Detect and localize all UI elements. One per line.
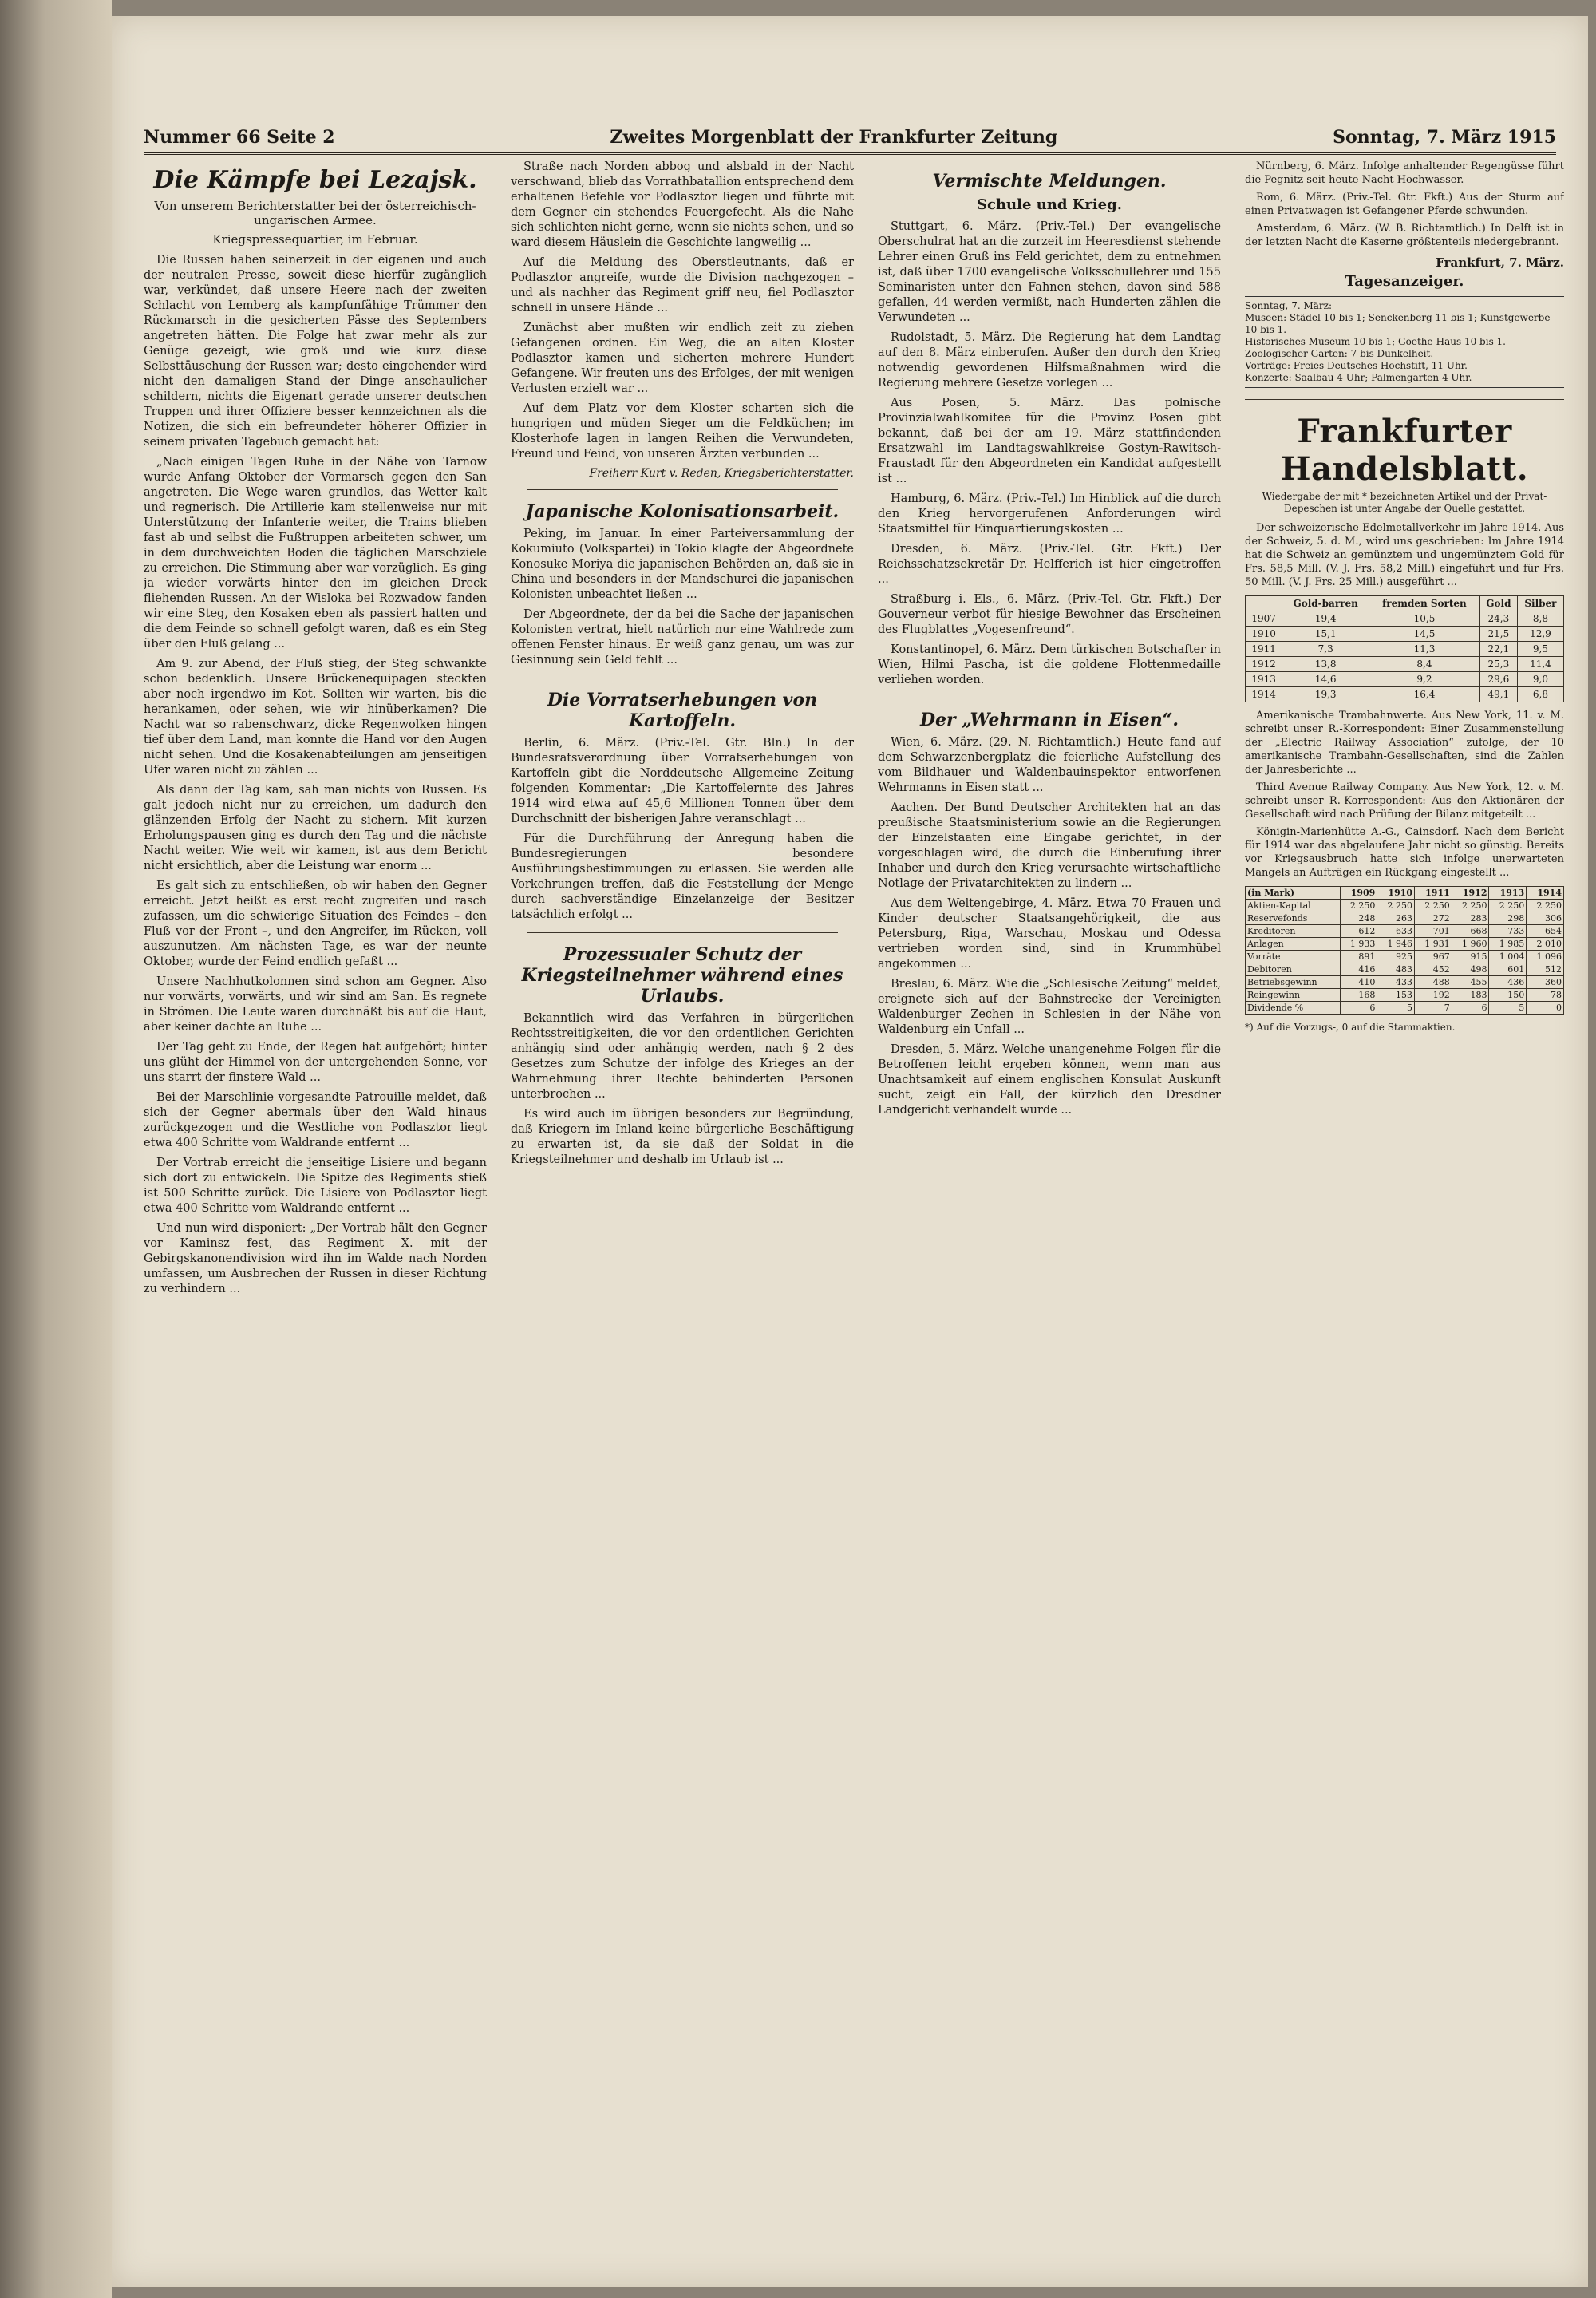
article-paragraph: Peking, im Januar. In einer Parteiversammlung der Kokumiuto (Volkspartei) in Tokio klagte der Abgeordnete Konosuke Moriya die japanischen Behörden an, daß sie in China und besonders in der Mandschurei die japanischen Kolonisten unbeachtet ließen ... [511,528,854,601]
bank-table-cell: 29,6 [1479,672,1517,687]
finance-item: Amerikanische Trambahnwerte. Aus New York, 11. v. M. schreibt unser R.-Korrespondent: Einer Zusammenstellung der „Electric Railway Association“ zufolge, der 10 amerikanische Trambahn-Gesellschaften, sind die Zahlen der Jahresberichte ... [1245,710,1564,776]
finance-table-header: 1914 [1527,887,1564,900]
finance-table-cell: 78 [1527,989,1564,1002]
bank-table-cell: 1907 [1246,611,1282,627]
bank-table-cell: 9,2 [1369,672,1480,687]
article-title-lezajsk: Die Kämpfe bei Lezajsk. [153,166,477,194]
bank-table-cell: 11,3 [1369,642,1480,657]
divider [527,932,838,933]
finance-table-row [1246,963,1564,976]
bank-table-cell: 14,6 [1282,672,1369,687]
agenda-line: Konzerte: Saalbau 4 Uhr; Palmengarten 4 Uhr. [1245,372,1472,383]
bank-table-header: Gold-barren [1282,596,1369,611]
finance-table-header: 1911 [1415,887,1452,900]
finance-table-cell: 1 096 [1527,951,1564,963]
finance-table-cell: 248 [1340,912,1377,925]
finance-table-body [1246,900,1564,1015]
finance-table-header: 1909 [1340,887,1377,900]
finance-table-cell: 1 931 [1415,938,1452,951]
bank-table-cell: 9,0 [1517,672,1563,687]
finance-table-cell: 452 [1415,963,1452,976]
book-binding-edge [0,0,112,2298]
finance-item: Der schweizerische Edelmetallverkehr im Jahre 1914. Aus der Schweiz, 5. d. M., wird uns geschrieben: Im Jahre 1914 hat die Schweiz an gemünztem und ungemünztem Gold für Frs. 58,5 Mill. (V. J. Frs. 58,2 Mill.) eingeführt und für Frs. 50 Mill. (V. J. Frs. 25 Mill.) ausgeführt ... [1245,522,1564,588]
news-item: Konstantinopel, 6. März. Dem türkischen Botschafter in Wien, Hilmi Pascha, ist die goldene Flottenmedaille verliehen worden. [878,643,1221,686]
finance-table-cell: 488 [1415,976,1452,989]
column-2 [511,160,854,2263]
bank-table-cell: 7,3 [1282,642,1369,657]
finance-table-header: (in Mark) [1246,887,1341,900]
finance-table-cell: 654 [1527,925,1564,938]
finance-table-cell: Kreditoren [1246,925,1341,938]
finance-table-cell: 298 [1489,912,1527,925]
finance-item: Third Avenue Railway Company. Aus New York, 12. v. M. schreibt unser R.-Korrespondent: Aus den Aktionären der Gesellschaft wird nach Prüfung der Bilanz mitgeteilt ... [1245,781,1564,821]
finance-table-cell: 498 [1452,963,1489,976]
finance-table-cell: 1 933 [1340,938,1377,951]
divider [1245,398,1564,400]
article-paragraph: Und nun wird disponiert: „Der Vortrab hält den Gegner vor Kaminsz fest, das Regiment X. mit der Gebirgskanonendivision wird ihn im Walde nach Norden umfassen, um Ausbrechen der Russen in dieser Richtung zu verhindern ... [144,1222,487,1295]
bank-table-cell: 6,8 [1517,687,1563,702]
finance-table-cell: 183 [1452,989,1489,1002]
finance-table-cell: 5 [1377,1002,1415,1015]
news-item: Aus Posen, 5. März. Das polnische Provinzialwahlkomitee für die Provinz Posen gibt bekannt, daß bei der am 19. März stattfindenden Ersatzwahl im Landtagswahlkreise Gostyn-Rawitsch-Fraustadt für den Abgeordneten ein Kandidat aufgestellt ist ... [878,397,1221,485]
finance-table-cell: 733 [1489,925,1527,938]
news-item: Aus dem Weltengebirge, 4. März. Etwa 70 Frauen und Kinder deutscher Staatsangehörigkeit, die aus Petersburg, Riga, Warschau, Moskau und Odessa vertrieben worden sind, sind in Krummhübel angekommen ... [878,897,1221,971]
bank-table-cell: 24,3 [1479,611,1517,627]
finance-table-cell: 483 [1377,963,1415,976]
section-subtitle-school: Schule und Krieg. [977,196,1122,213]
bank-table-cell: 49,1 [1479,687,1517,702]
column-3 [878,160,1221,2263]
agenda-line: Museen: Städel 10 bis 1; Senckenberg 11 bis 1; Kunstgewerbe 10 bis 1. [1245,312,1551,335]
column-1 [144,160,487,2263]
bank-table-cell: 1910 [1246,627,1282,642]
bank-table-cell: 1912 [1246,657,1282,672]
bank-table-cell: 19,3 [1282,687,1369,702]
brief-item: Rom, 6. März. (Priv.-Tel. Gtr. Fkft.) Aus der Sturm auf einen Privatwagen ist Gefangener Pferde schwunden. [1245,192,1564,217]
article-paragraph: Bekanntlich wird das Verfahren in bürgerlichen Rechtsstreitigkeiten, die vor den ordentlichen Gerichten anhängig sind oder anhängig werden, nach § 2 des Gesetzes zum Schutze der infolge des Krieges an der Wahrnehmung ihrer Rechte behinderten Personen unterbrochen ... [511,1012,854,1101]
finance-table-row [1246,938,1564,951]
finance-table [1245,886,1564,1015]
finance-table-cell: 272 [1415,912,1452,925]
finance-table-cell: 1 960 [1452,938,1489,951]
news-item: Stuttgart, 6. März. (Priv.-Tel.) Der evangelische Oberschulrat hat an die zurzeit im Heeresdienst stehende Lehrer einen Gruß ins Feld gerichtet, dem zu entnehmen ist, daß über 1700 evangelische Volksschullehrer und 155 Seminaristen unter den Fahnen stehen, davon sind 588 gefallen, 44 werden vermißt, nach Hunderten zählen die Verwundeten ... [878,220,1221,324]
masthead [144,108,1556,155]
bank-table-row [1246,687,1564,702]
finance-table-cell: 455 [1452,976,1489,989]
bank-table-cell: 22,1 [1479,642,1517,657]
bank-table-row [1246,642,1564,657]
masthead-center: Zweites Morgenblatt der Frankfurter Zeitung [610,127,1058,148]
bank-table-header: Silber [1517,596,1563,611]
finance-table-cell: 263 [1377,912,1415,925]
finance-table-cell: 512 [1527,963,1564,976]
article-paragraph: Auf die Meldung des Oberstleutnants, daß er Podlasztor angreife, wurde die Division nachgezogen – und als nachher das Regiment griff neu, fiel Podlasztor schnell in unsere Hände ... [511,256,854,314]
bank-table-header: Gold [1479,596,1517,611]
finance-table-header: 1913 [1489,887,1527,900]
finance-table-cell: Vorräte [1246,951,1341,963]
finance-table-header-row [1246,887,1564,900]
finance-table-header: 1910 [1377,887,1415,900]
agenda-line: Historisches Museum 10 bis 1; Goethe-Haus 10 bis 1. [1245,336,1506,347]
finance-table-row [1246,951,1564,963]
section-title-misc: Vermischte Meldungen. [932,171,1167,192]
news-item: Rudolstadt, 5. März. Die Regierung hat dem Landtag auf den 8. März einberufen. Außer den durch den Krieg notwendig gewordenen Hilfsmaßnahmen wird die Regierung mehrere Gesetze vorlegen ... [878,331,1221,390]
bank-table-cell: 1914 [1246,687,1282,702]
agenda-line: Sonntag, 7. März: [1245,300,1332,311]
finance-table-cell: 433 [1377,976,1415,989]
finance-table-cell: 633 [1377,925,1415,938]
bank-table-header: fremden Sorten [1369,596,1480,611]
finance-table-cell: 7 [1415,1002,1452,1015]
finance-table-row [1246,925,1564,938]
newspaper-page [112,16,1588,2287]
bank-table-cell: 19,4 [1282,611,1369,627]
article-paragraph: Berlin, 6. März. (Priv.-Tel. Gtr. Bln.) In der Bundesratsverordnung über Vorratserhebungen von Kartoffeln gibt die Norddeutsche Allgemeine Zeitung folgenden Kommentar: „Die Kartoffelernte des Jahres 1914 wird etwa auf 45,6 Millionen Tonnen über dem Durchschnitt der bisherigen Jahre veranschlagt ... [511,737,854,825]
masthead-right: Sonntag, 7. März 1915 [1333,127,1556,148]
finance-table-cell: 150 [1489,989,1527,1002]
finance-table-row [1246,912,1564,925]
columns [144,160,1564,2263]
news-item: Wien, 6. März. (29. N. Richtamtlich.) Heute fand auf dem Schwarzenbergplatz die feierliche Aufstellung des vom Bildhauer und Waldenbauinspektor entworfenen Wehrmanns in Eisen statt ... [878,736,1221,794]
finance-table-cell: Reingewinn [1246,989,1341,1002]
finance-table-cell: 2 250 [1415,900,1452,912]
column-4 [1245,160,1564,2263]
finance-table-cell: 6 [1340,1002,1377,1015]
article-signature: Freiherr Kurt v. Reden, Kriegsberichterstatter. [589,467,854,480]
bank-table-cell: 15,1 [1282,627,1369,642]
finance-table-cell: 891 [1340,951,1377,963]
finance-table-cell: 1 004 [1489,951,1527,963]
bank-table-row [1246,657,1564,672]
bank-table [1245,595,1564,702]
bank-table-cell: 12,9 [1517,627,1563,642]
finance-table-cell: 967 [1415,951,1452,963]
article-paragraph: Für die Durchführung der Anregung haben die Bundesregierungen besondere Ausführungsbestimmungen zu erlassen. Sie werden alle Vorkehrungen treffen, daß die Feststellung der Menge durch sachverständige Einzelanzeige der Besitzer tatsächlich erfolgt ... [511,833,854,921]
article-title-wehrmann: Der „Wehrmann in Eisen“. [919,710,1179,730]
agenda-line: Vorträge: Freies Deutsches Hochstift, 11 Uhr. [1245,360,1468,371]
bank-table-cell: 9,5 [1517,642,1563,657]
bank-table-cell: 14,5 [1369,627,1480,642]
bank-table-cell: 1911 [1246,642,1282,657]
finance-table-cell: 283 [1452,912,1489,925]
finance-table-row [1246,989,1564,1002]
footnote: *) Auf die Vorzugs-, 0 auf die Stammaktien. [1245,1022,1456,1033]
article-paragraph: Es galt sich zu entschließen, ob wir haben den Gegner erreicht. Jetzt heißt es erst recht zugreifen und rasch zufassen, um die schwierige Situation des Feindes – den Fluß vor der Front –, und den Angreifer, im Rücken, voll auszunutzen. Am nächsten Tage, es war der neunte Oktober, wurde der Feind endlich gefaßt ... [144,880,487,968]
finance-table-cell: 0 [1527,1002,1564,1015]
article-paragraph: Die Russen haben seinerzeit in der eigenen und auch der neutralen Presse, soweit diese hierfür zugänglich war, verkündet, daß unsere Heere nach der zweiten Schlacht von Lemberg als kampfunfähige Trümmer den Rückmarsch in die gesicherten Pässe des Septembers angetreten hätten. Die Folge hat zwar mehr als zur Genüge gezeigt, wie groß und wie kurz diese Selbsttäuschung der Russen war; desto eingehender wird nicht den damaligen Stand der Dinge anschaulicher schildern, nichts die Eigenart gerade unserer deutschen Truppen und ihrer Offiziere besser kennzeichnen als die Notizen, die sich ein befreundeter höherer Offizier in seinem privaten Tagebuch gemacht hat: [144,254,487,449]
article-paragraph: Der Abgeordnete, der da bei die Sache der japanischen Kolonisten vertrat, hielt natürlich nur eine Wahlrede zum offenen Fenster hinaus. Er weiß ganz genau, um was zur Gesinnung sein Geld fehlt ... [511,608,854,666]
finance-item: Königin-Marienhütte A.-G., Cainsdorf. Nach dem Bericht für 1914 war das abgelaufene Jahr nicht so günstig. Bereits vor Kriegsausbruch hatte sich infolge unerwarteten Mangels an Aufträgen ein Rückgang eingestellt ... [1245,826,1564,879]
bank-table-row [1246,611,1564,627]
bank-table-cell: 21,5 [1479,627,1517,642]
article-paragraph: Straße nach Norden abbog und alsbald in der Nacht verschwand, blieb das Vorrathbatallion entsprechend dem erhaltenen Befehle vor Podlasztor liegen und führte mit dem Gegner ein stehendes Feuergefecht. Als die Nahe sich schlichten nicht gerne, wenn sie nichts sehen, und so ward diesem Häuslein die Geschichte langweilig ... [511,160,854,249]
finance-table-cell: 701 [1415,925,1452,938]
news-item: Hamburg, 6. März. (Priv.-Tel.) Im Hinblick auf die durch den Krieg hervorgerufenen Anforderungen wird Staatsmittel für Einquartierungskosten ... [878,492,1221,536]
finance-table-header: 1912 [1452,887,1489,900]
finance-table-cell: 5 [1489,1002,1527,1015]
finance-table-cell: Anlagen [1246,938,1341,951]
bank-table-cell: 11,4 [1517,657,1563,672]
news-item: Straßburg i. Els., 6. März. (Priv.-Tel. Gtr. Fkft.) Der Gouverneur verbot für hiesige Bewohner das Erscheinen des Flugblattes „Vogesenfreund“. [878,593,1221,636]
divider [527,489,838,490]
article-paragraph: Unsere Nachhutkolonnen sind schon am Gegner. Also nur vorwärts, vorwärts, und wir sind am San. Es regnete in Strömen. Die Leute waren durchnäßt bis auf die Haut, aber keiner dachte an Ruhe ... [144,975,487,1034]
finance-table-cell: 416 [1340,963,1377,976]
finance-table-cell: 2 010 [1527,938,1564,951]
bank-table-body [1246,611,1564,702]
finance-table-cell: 2 250 [1489,900,1527,912]
article-paragraph: Zunächst aber mußten wir endlich zeit zu ziehen Gefangenen ordnen. Ein Weg, die an alten Kloster Podlasztor kamen und sicherten mehrere Hundert Gefangene. Wir freuten uns des Erfolges, der mit wenigen Verlusten erzielt war ... [511,322,854,395]
article-title-japan: Japanische Kolonisationsarbeit. [525,501,839,522]
finance-table-cell: 925 [1377,951,1415,963]
finance-table-cell: 360 [1527,976,1564,989]
finance-table-cell: 410 [1340,976,1377,989]
bank-table-cell: 10,5 [1369,611,1480,627]
finance-table-cell: 2 250 [1377,900,1415,912]
finance-table-row [1246,900,1564,912]
article-paragraph: Es wird auch im übrigen besonders zur Begründung, daß Kriegern im Inland keine bürgerliche Beschäftigung zu erwarten ist, da sie daß der Soldat in die Kriegsteilnehmer und deshalb im Urlaub ist ... [511,1108,854,1166]
finance-table-cell: 153 [1377,989,1415,1002]
finance-table-cell: 612 [1340,925,1377,938]
article-title-potatoes: Die Vorratserhebungen von Kartoffeln. [547,690,818,731]
article-paragraph: Als dann der Tag kam, sah man nichts von Russen. Es galt jedoch nicht nur zu erreichen, um dadurch den glänzenden Erfolg der Nacht zu sichern. Mit kurzen Erholungspausen ging es durch den Tag und die nächste Nacht weiter. Wie weit wir kamen, ist aus dem Bericht nicht ersichtlich, aber die Leistung war enorm ... [144,784,487,872]
bank-table-cell: 1913 [1246,672,1282,687]
finance-table-cell: 2 250 [1527,900,1564,912]
finance-table-cell: 168 [1340,989,1377,1002]
bank-table-cell: 8,8 [1517,611,1563,627]
agenda-title: Tagesanzeiger. [1345,273,1464,290]
article-paragraph: Auf dem Platz vor dem Kloster scharten sich die hungrigen und müden Sieger um die Feldküchen; im Klosterhofe lagen in langen Reihen die Verwundeten, Freund und Feind, von unseren Ärzten verbunden ... [511,402,854,461]
finance-table-cell: Dividende % [1246,1002,1341,1015]
news-item: Breslau, 6. März. Wie die „Schlesische Zeitung“ meldet, ereignete sich auf der Bahnstrecke der Vereinigten Waldenburger Zechen in Schlesien in der Nähe von Waldenburg ein Unfall ... [878,978,1221,1036]
bank-table-cell: 8,4 [1369,657,1480,672]
finance-table-cell: 1 946 [1377,938,1415,951]
bank-table-cell: 13,8 [1282,657,1369,672]
news-item: Aachen. Der Bund Deutscher Architekten hat an das preußische Staatsministerium sowie an die Regierungen der Einzelstaaten eine Eingabe gerichtet, in der vorgeschlagen wird, die durch die Einberufung ihrer Inhaber und durch den Krieg verursachte wirtschaftliche Notlage der Privatarchitekten zu lindern ... [878,801,1221,890]
article-paragraph: Bei der Marschlinie vorgesandte Patrouille meldet, daß sich der Gegner abermals über den Wald hinaus zurückgezogen und die Westliche von Podlasztor liegt etwa 400 Schritte vom Waldrande entfernt ... [144,1091,487,1149]
finance-table-cell: 915 [1452,951,1489,963]
finance-table-cell: 436 [1489,976,1527,989]
handelsblatt-title: Frankfurter Handelsblatt. [1280,413,1529,488]
agenda-box [1245,296,1564,388]
bank-table-cell: 25,3 [1479,657,1517,672]
finance-table-cell: Debitoren [1246,963,1341,976]
news-item: Dresden, 5. März. Welche unangenehme Folgen für die Betroffenen leicht ergeben können, wenn man aus Unachtsamkeit auf einem englischen Konsulat Auskunft sucht, zeigt ein Fall, der kürzlich den Dresdner Landgericht verhandelt wurde ... [878,1043,1221,1117]
finance-table-cell: Reservefonds [1246,912,1341,925]
finance-table-cell: 192 [1415,989,1452,1002]
finance-table-cell: 601 [1489,963,1527,976]
finance-table-cell: 2 250 [1340,900,1377,912]
article-paragraph: Der Vortrab erreicht die jenseitige Lisiere und begann sich dort zu entwickeln. Die Spitze des Regiments stieß ist 500 Schritte zurück. Die Lisiere von Podlasztor liegt etwa 400 Schritte vom Waldrande entfernt ... [144,1157,487,1215]
finance-table-row [1246,1002,1564,1015]
brief-item: Amsterdam, 6. März. (W. B. Richtamtlich.) In Delft ist in der letzten Nacht die Kaserne größtenteils niedergebrannt. [1245,223,1564,248]
news-item: Dresden, 6. März. (Priv.-Tel. Gtr. Fkft.) Der Reichsschatzsekretär Dr. Helfferich ist hier eingetroffen ... [878,543,1221,586]
article-title-protection: Prozessualer Schutz der Kriegsteilnehmer während eines Urlaubs. [521,944,843,1007]
article-dateline: Kriegspressequartier, im Februar. [212,232,418,247]
masthead-left: Nummer 66 Seite 2 [144,127,335,148]
brief-item: Nürnberg, 6. März. Infolge anhaltender Regengüsse führt die Pegnitz seit heute Nacht Hochwasser. [1245,160,1564,186]
agenda-date: Frankfurt, 7. März. [1436,255,1564,270]
article-paragraph: Der Tag geht zu Ende, der Regen hat aufgehört; hinter uns glüht der Himmel von der untergehenden Sonne, vor uns starrt der finstere Wald ... [144,1041,487,1084]
handelsblatt-subtitle: Wiedergabe der mit * bezeichneten Artikel und der Privat-Depeschen ist unter Angabe der Quelle gestattet. [1262,491,1547,514]
finance-table-cell: 306 [1527,912,1564,925]
article-paragraph: Am 9. zur Abend, der Fluß stieg, der Steg schwankte schon bedenklich. Unsere Brückenequipagen steckten aber noch irgendwo im Kot. Sollten wir warten, bis die herankamen, oder sehen, wie wir hinüberkamen? Die Nacht war so rabenschwarz, dicke Regenwolken hingen tief über dem Land, man konnte die Hand vor den Augen nicht sehen. Und die Kosakenabteilungen am jenseitigen Ufer waren nicht zu zählen ... [144,658,487,777]
bank-table-cell: 16,4 [1369,687,1480,702]
article-paragraph: „Nach einigen Tagen Ruhe in der Nähe von Tarnow wurde Anfang Oktober der Vormarsch gegen den San angetreten. Die Wege waren grundlos, das Wetter kalt und regnerisch. Die Artillerie kam stellenweise nur mit Unterstützung der Infanterie weiter, die Trains blieben fast ab und selbst die Fußtruppen arbeiteten schwer, um in dem durchweichten Boden die täglichen Marschziele zu erreichen. Die Stimmung aber war vorzüglich. Es ging ja wieder vorwärts hinter den im gleichen Dreck fliehenden Russen. An der Wisloka bei Rozwadow fanden wir eine Steg, den Kosaken eben als passiert hatten und die dem Feinde so schnell gefolgt waren, daß es ein Steg über den Fluß gelang ... [144,456,487,651]
bank-table-header [1246,596,1282,611]
finance-table-cell: 6 [1452,1002,1489,1015]
finance-table-cell: 1 985 [1489,938,1527,951]
bank-table-row [1246,672,1564,687]
finance-table-cell: 2 250 [1452,900,1489,912]
finance-table-row [1246,976,1564,989]
finance-table-cell: Aktien-Kapital [1246,900,1341,912]
bank-table-row [1246,627,1564,642]
finance-table-cell: 668 [1452,925,1489,938]
article-byline: Von unserem Berichterstatter bei der österreichisch-ungarischen Armee. [154,199,476,227]
agenda-line: Zoologischer Garten: 7 bis Dunkelheit. [1245,348,1434,359]
finance-table-cell: Betriebsgewinn [1246,976,1341,989]
